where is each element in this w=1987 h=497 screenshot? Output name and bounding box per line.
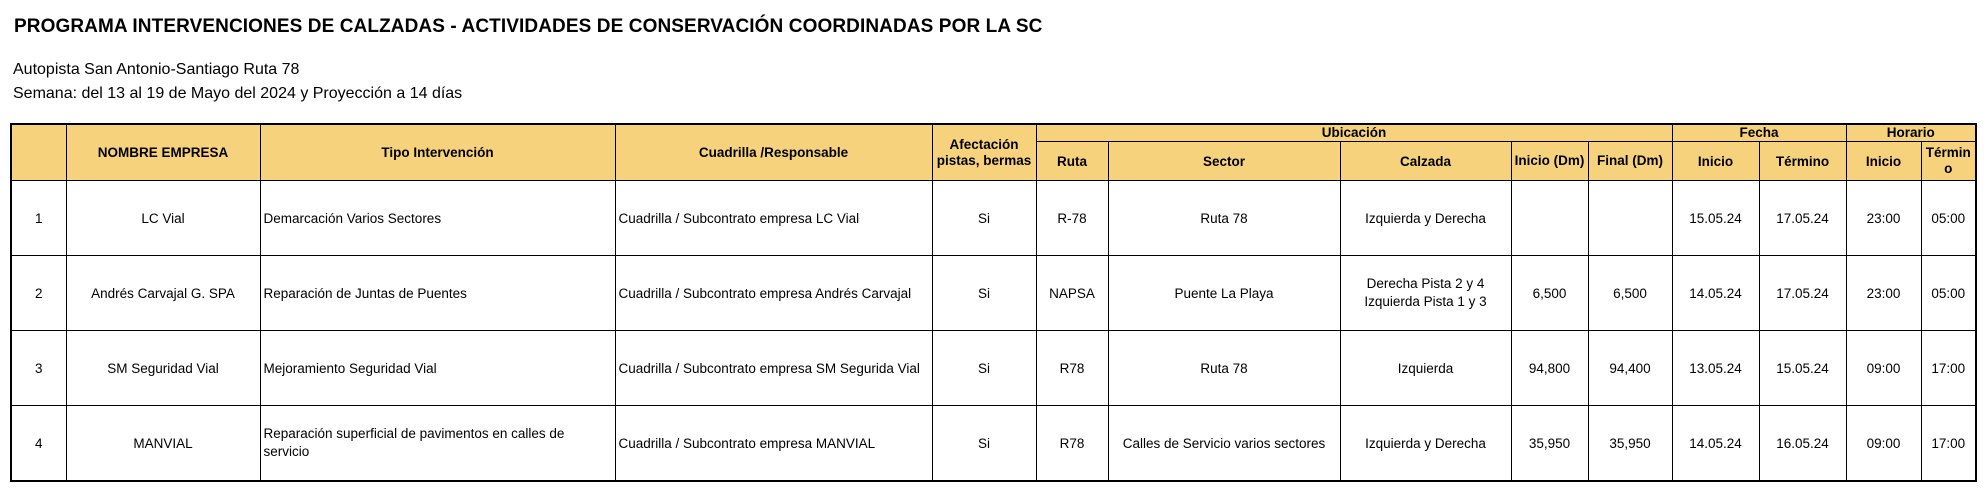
page-title: PROGRAMA INTERVENCIONES DE CALZADAS - ACTIVIDADES DE CONSERVACIÓN COORDINADAS POR LA SC [14, 16, 1043, 37]
cell-horario-termino: 05:00 [1921, 181, 1976, 256]
cell-calzada: Izquierda [1340, 331, 1511, 406]
cell-fecha-inicio: 15.05.24 [1672, 181, 1759, 256]
cell-inicio-dm: 35,950 [1511, 406, 1588, 482]
cell-ruta: NAPSA [1036, 256, 1108, 331]
col-header-sector: Sector [1108, 142, 1340, 181]
cell-ruta: R78 [1036, 331, 1108, 406]
table-row [11, 331, 1976, 406]
cell-cuadrilla: Cuadrilla / Subcontrato empresa LC Vial [615, 181, 932, 256]
col-header-afectacion: Afectación pistas, bermas [932, 124, 1036, 181]
cell-inicio-dm [1511, 181, 1588, 256]
cell-num: 4 [11, 406, 66, 482]
col-header-tipo: Tipo Intervención [260, 124, 615, 181]
table-row [11, 256, 1976, 331]
cell-empresa: LC Vial [66, 181, 260, 256]
cell-fecha-inicio: 13.05.24 [1672, 331, 1759, 406]
cell-afectacion: Si [932, 331, 1036, 406]
cell-cuadrilla: Cuadrilla / Subcontrato empresa Andrés Carvajal [615, 256, 932, 331]
cell-horario-termino: 17:00 [1921, 331, 1976, 406]
col-header-num [11, 124, 66, 181]
cell-final-dm: 35,950 [1588, 406, 1672, 482]
calzada-line-1: Derecha Pista 2 y 4 [1366, 276, 1485, 291]
col-header-empresa: NOMBRE EMPRESA [66, 124, 260, 181]
col-header-horario-termino: Término [1921, 142, 1976, 181]
cell-fecha-termino: 15.05.24 [1759, 331, 1846, 406]
cell-afectacion: Si [932, 181, 1036, 256]
cell-inicio-dm: 94,800 [1511, 331, 1588, 406]
cell-tipo: Reparación de Juntas de Puentes [260, 256, 615, 331]
group-header-ubicacion: Ubicación [1036, 124, 1672, 142]
cell-fecha-termino: 16.05.24 [1759, 406, 1846, 482]
cell-empresa: Andrés Carvajal G. SPA [66, 256, 260, 331]
cell-final-dm [1588, 181, 1672, 256]
col-header-final-dm: Final (Dm) [1588, 142, 1672, 181]
cell-num: 3 [11, 331, 66, 406]
col-header-inicio-dm: Inicio (Dm) [1511, 142, 1588, 181]
col-header-fecha-termino: Término [1759, 142, 1846, 181]
cell-ruta: R78 [1036, 406, 1108, 482]
cell-sector: Ruta 78 [1108, 181, 1340, 256]
cell-horario-inicio: 23:00 [1846, 256, 1921, 331]
cell-num: 1 [11, 181, 66, 256]
col-header-fecha-inicio: Inicio [1672, 142, 1759, 181]
cell-horario-inicio: 23:00 [1846, 181, 1921, 256]
cell-afectacion: Si [932, 256, 1036, 331]
cell-final-dm: 6,500 [1588, 256, 1672, 331]
week-subtitle: Semana: del 13 al 19 de Mayo del 2024 y Proyección a 14 días [13, 85, 463, 102]
cell-fecha-inicio: 14.05.24 [1672, 256, 1759, 331]
cell-tipo: Mejoramiento Seguridad Vial [260, 331, 615, 406]
cell-inicio-dm: 6,500 [1511, 256, 1588, 331]
cell-empresa: MANVIAL [66, 406, 260, 482]
table-row [11, 406, 1976, 482]
cell-ruta: R-78 [1036, 181, 1108, 256]
cell-fecha-inicio: 14.05.24 [1672, 406, 1759, 482]
cell-horario-inicio: 09:00 [1846, 331, 1921, 406]
cell-num: 2 [11, 256, 66, 331]
cell-cuadrilla: Cuadrilla / Subcontrato empresa SM Segurida Vial [615, 331, 932, 406]
header-row-group [11, 124, 1976, 142]
table-row [11, 181, 1976, 256]
cell-tipo: Reparación superficial de pavimentos en calles de servicio [260, 406, 615, 482]
cell-sector: Ruta 78 [1108, 331, 1340, 406]
cell-horario-termino: 05:00 [1921, 256, 1976, 331]
col-header-ruta: Ruta [1036, 142, 1108, 181]
cell-calzada [1340, 256, 1511, 331]
route-subtitle: Autopista San Antonio-Santiago Ruta 78 [13, 61, 300, 78]
cell-cuadrilla: Cuadrilla / Subcontrato empresa MANVIAL [615, 406, 932, 482]
cell-calzada: Izquierda y Derecha [1340, 406, 1511, 482]
cell-sector: Calles de Servicio varios sectores [1108, 406, 1340, 482]
interventions-table [10, 123, 1977, 482]
col-header-horario-inicio: Inicio [1846, 142, 1921, 181]
cell-calzada: Izquierda y Derecha [1340, 181, 1511, 256]
cell-final-dm: 94,400 [1588, 331, 1672, 406]
col-header-cuadrilla: Cuadrilla /Responsable [615, 124, 932, 181]
cell-afectacion: Si [932, 406, 1036, 482]
cell-fecha-termino: 17.05.24 [1759, 181, 1846, 256]
cell-horario-inicio: 09:00 [1846, 406, 1921, 482]
cell-tipo: Demarcación Varios Sectores [260, 181, 615, 256]
cell-empresa: SM Seguridad Vial [66, 331, 260, 406]
group-header-fecha: Fecha [1672, 124, 1846, 142]
cell-sector: Puente La Playa [1108, 256, 1340, 331]
group-header-horario: Horario [1846, 124, 1976, 142]
cell-horario-termino: 17:00 [1921, 406, 1976, 482]
calzada-line-2: Izquierda Pista 1 y 3 [1364, 294, 1487, 309]
cell-fecha-termino: 17.05.24 [1759, 256, 1846, 331]
col-header-calzada: Calzada [1340, 142, 1511, 181]
